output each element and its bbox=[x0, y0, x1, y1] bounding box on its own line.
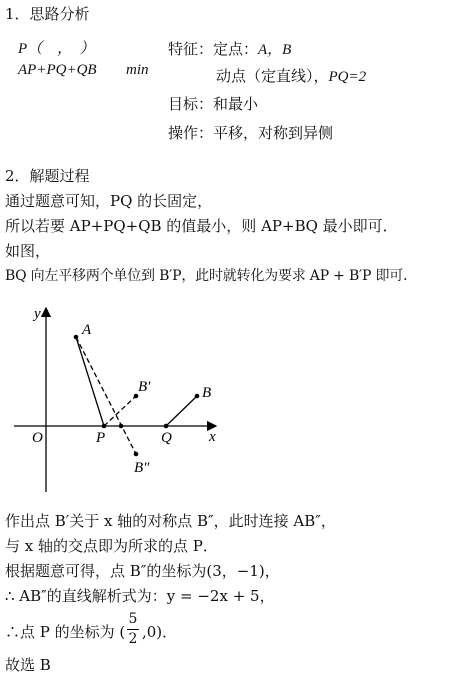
point-b-dot bbox=[195, 394, 200, 399]
x-axis-label: x bbox=[209, 429, 216, 445]
label-b: B bbox=[202, 385, 212, 401]
solution-line-9 bbox=[5, 612, 205, 652]
moving-label: 动点（定直线）， bbox=[216, 67, 329, 85]
point-intersection-dot bbox=[119, 424, 124, 429]
answer-line: 故选 B bbox=[5, 656, 51, 674]
line9-prefix: ∴点 P 的坐标为 ( bbox=[5, 623, 126, 641]
solution-line-1: 通过题意可知，PQ 的长固定， bbox=[5, 192, 213, 210]
segment-pb1-dashed bbox=[104, 396, 136, 426]
moving-row bbox=[216, 67, 366, 86]
label-q: Q bbox=[161, 430, 172, 446]
solution-line-5: 作出点 B′关于 x 轴的对称点 B″，此时连接 AB″， bbox=[5, 512, 336, 530]
point-p-dot bbox=[102, 424, 107, 429]
solution-line-7: 根据题意可得，点 B″的坐标为(3，−1)， bbox=[5, 562, 280, 580]
fraction-denominator: 2 bbox=[128, 631, 138, 647]
p-coordinate-label: P（ ， ） bbox=[18, 41, 95, 57]
section2-heading: 2．解题过程 bbox=[5, 167, 90, 185]
origin-label: O bbox=[32, 430, 43, 446]
line9-suffix: ,0)． bbox=[142, 623, 178, 641]
solution-line-2: 所以若要 AP+PQ+QB 的值最小，则 AP+BQ 最小即可． bbox=[5, 217, 398, 235]
label-p: P bbox=[96, 430, 106, 446]
y-axis-label: y bbox=[34, 306, 41, 322]
feature-label: 特征：定点： bbox=[168, 40, 259, 58]
label-b2: B″ bbox=[134, 460, 150, 476]
solution-line-8: ∴ AB″的直线解析式为：y = −2x + 5， bbox=[5, 587, 275, 605]
segment-ap bbox=[76, 337, 104, 426]
min-label: min bbox=[126, 62, 149, 78]
fraction-bar bbox=[127, 629, 139, 630]
solution-line-3: 如图， bbox=[5, 242, 51, 260]
moving-value: PQ=2 bbox=[328, 69, 367, 85]
feature-row bbox=[168, 40, 291, 59]
operation-text: 操作：平移，对称到异侧 bbox=[168, 124, 334, 142]
point-q-dot bbox=[164, 424, 169, 429]
fixed-points: A，B bbox=[258, 42, 292, 58]
fraction-numerator: 5 bbox=[128, 611, 138, 627]
sum-expression: AP+PQ+QB bbox=[18, 62, 97, 78]
section1-heading: 1．思路分析 bbox=[5, 5, 90, 23]
solution-line-4: BQ 向左平移两个单位到 B′P，此时就转化为要求 AP + B′P 即可． bbox=[5, 268, 417, 284]
segment-qb bbox=[166, 396, 197, 426]
label-a: A bbox=[82, 322, 92, 338]
segment-ab2-dashed bbox=[76, 337, 136, 454]
label-b1: B′ bbox=[138, 379, 151, 395]
point-b2-dot bbox=[134, 452, 139, 457]
solution-line-6: 与 x 轴的交点即为所求的点 P． bbox=[5, 537, 218, 555]
goal-text: 目标：和最小 bbox=[168, 95, 259, 113]
geometry-figure bbox=[0, 300, 452, 500]
point-a-dot bbox=[74, 335, 79, 340]
